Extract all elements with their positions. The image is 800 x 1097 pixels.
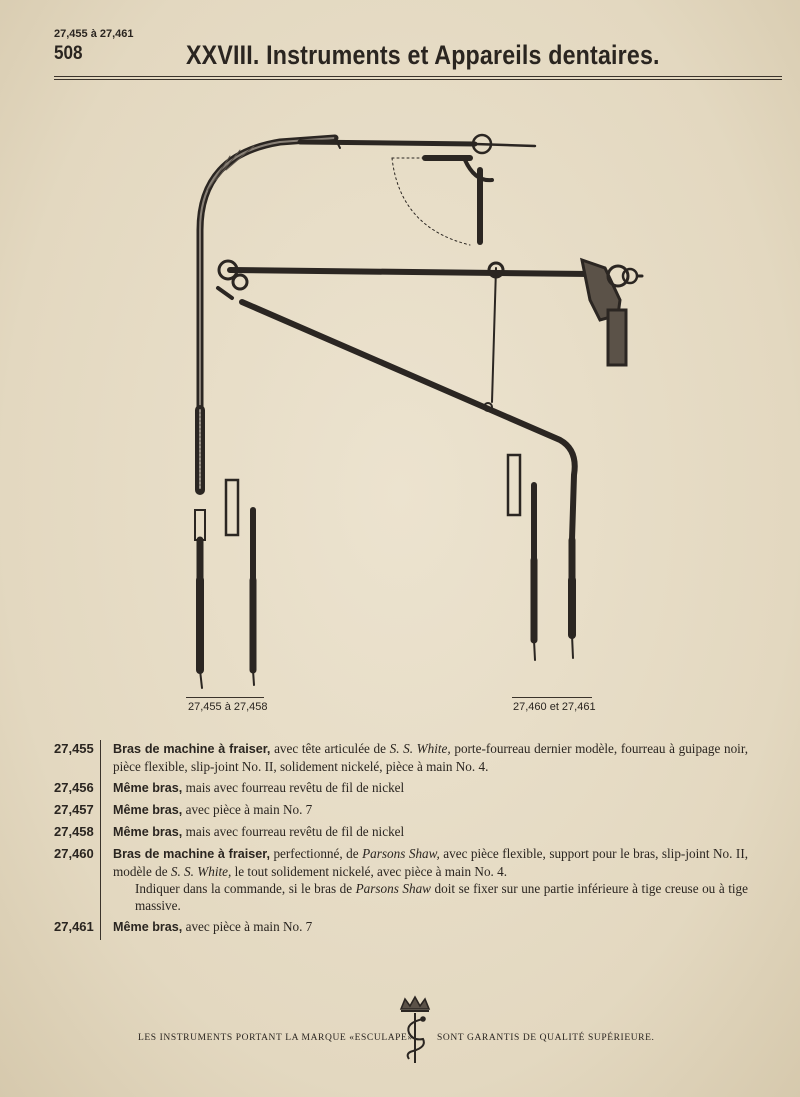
item-description <box>113 740 748 775</box>
figure-caption-right: 27,460 et 27,461 <box>513 701 596 713</box>
item-brand: Parsons Shaw, <box>362 846 440 861</box>
item-description <box>113 779 748 797</box>
item-text: perfectionné, de <box>269 846 363 861</box>
item-name: Même bras, <box>113 920 183 934</box>
item-number: 27,457 <box>54 802 94 817</box>
list-item <box>54 823 754 841</box>
item-brand: S. S. White, <box>389 741 451 756</box>
item-description <box>113 801 748 819</box>
list-item <box>54 918 754 936</box>
list-item <box>54 779 754 797</box>
column-divider <box>100 845 101 918</box>
note-text: Indiquer dans la commande, si le bras de <box>135 881 356 896</box>
page-number: 508 <box>54 43 83 64</box>
item-text: avec tête articulée de <box>270 741 390 756</box>
column-divider <box>100 740 101 779</box>
list-item <box>54 801 754 819</box>
note-text: doit se fixer sur une partie inférieure à tige creuse ou à tige massive. <box>135 881 748 913</box>
item-note <box>113 880 748 914</box>
item-text: avec pièce flexible, support pour le bras, slip-joint No. II, modèle de <box>113 846 749 879</box>
item-text: le tout solidement nickelé, avec pièce à main No. 4. <box>231 864 508 879</box>
column-divider <box>100 823 101 845</box>
footer-text-left: LES INSTRUMENTS PORTANT LA MARQUE «ESCULAPE» <box>138 1033 413 1043</box>
item-text: porte-fourreau dernier modèle, fourreau à guipage noir, pièce flexible, slip-joint No. II, solidement nickelé, pièce à main No. 4. <box>113 741 748 774</box>
product-list <box>54 740 754 940</box>
column-divider <box>100 801 101 823</box>
column-divider <box>100 779 101 801</box>
item-name: Bras de machine à fraiser, <box>113 742 271 756</box>
item-brand: S. S. White, <box>170 864 232 879</box>
item-text: avec pièce à main No. 7 <box>182 802 313 817</box>
item-description <box>113 823 748 841</box>
item-text: mais avec fourreau revêtu de fil de nickel <box>182 780 405 795</box>
item-number: 27,456 <box>54 780 94 795</box>
item-number: 27,458 <box>54 824 94 839</box>
list-item <box>54 740 754 775</box>
item-number: 27,461 <box>54 919 94 934</box>
header-rule <box>54 76 782 77</box>
page-title: XXVIII. Instruments et Appareils dentaires. <box>186 40 660 70</box>
esculape-crown-serpent-icon <box>395 995 435 1067</box>
caption-rule-left <box>186 697 264 698</box>
figure-caption-left: 27,455 à 27,458 <box>188 701 268 713</box>
footer-text-right: SONT GARANTIS DE QUALITÉ SUPÉRIEURE. <box>437 1033 655 1043</box>
list-item <box>54 845 754 914</box>
item-description <box>113 845 748 914</box>
item-number: 27,455 <box>54 741 94 756</box>
item-name: Même bras, <box>113 825 183 839</box>
item-name: Même bras, <box>113 781 183 795</box>
caption-rule-right <box>512 697 592 698</box>
note-brand: Parsons Shaw <box>355 881 431 896</box>
item-description <box>113 918 748 936</box>
header-rule-secondary <box>54 79 782 80</box>
column-divider <box>100 918 101 940</box>
item-name: Même bras, <box>113 803 183 817</box>
item-text: avec pièce à main No. 7 <box>182 919 313 934</box>
item-text: mais avec fourreau revêtu de fil de nickel <box>182 824 405 839</box>
dental-arm-illustration <box>170 110 670 700</box>
item-range: 27,455 à 27,461 <box>54 28 134 40</box>
item-name: Bras de machine à fraiser, <box>113 847 270 861</box>
item-number: 27,460 <box>54 846 94 861</box>
